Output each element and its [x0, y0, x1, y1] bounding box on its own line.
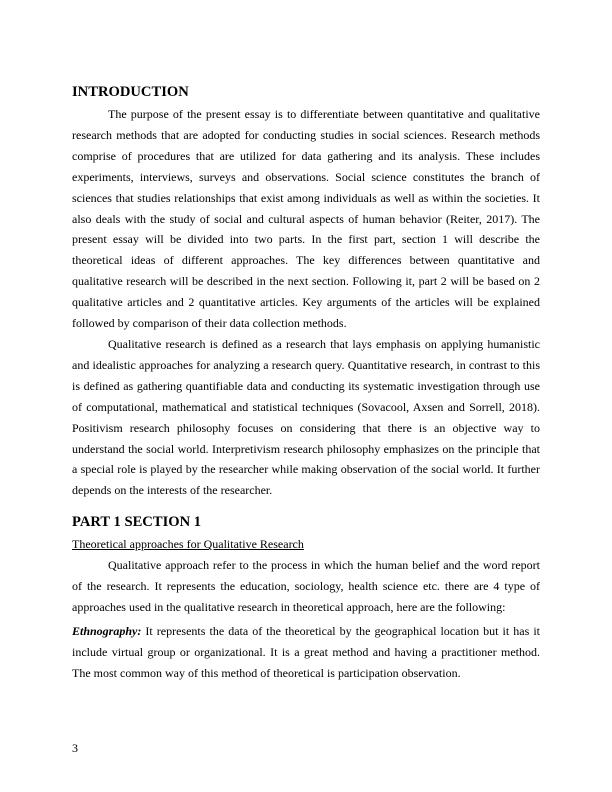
ethnography-text: It represents the data of the theoretical by the geographical location but it has it include virtual group or organizational. It is a great method and having a practitioner method. The most common way of this method of theoretical is participation observation. [72, 623, 540, 680]
page-number: 3 [72, 741, 78, 755]
introduction-paragraph-2: Qualitative research is defined as a research that lays emphasis on applying humanistic and idealistic approaches for analyzing a research query. Quantitative research, in contrast to this is defined as gathering quantifiable data and conducting its systematic investigation through use of computational, mathematical and statistical techniques (Sovacool, Axsen and Sorrell, 2018). Positivism research philosophy focuses on considering that there is an objective way to understand the social world. Interpretivism research philosophy emphasizes on the principle that a special role is played by the researcher while making observation of the social world. It further depends on the interests of the researcher. [72, 336, 540, 498]
part1-section1-heading: PART 1 SECTION 1 [72, 514, 202, 531]
ethnography-term: Ethnography: [72, 623, 142, 638]
qualitative-approaches-subheading: Theoretical approaches for Qualitative Research [72, 537, 304, 552]
ethnography-paragraph [72, 621, 540, 684]
qualitative-approach-paragraph: Qualitative approach refer to the process in which the human belief and the word report of the research. It represents the education, sociology, health science etc. there are 4 type of approaches used in the qualitative research in theoretical approach, here are the following: [72, 558, 540, 614]
introduction-paragraph-1: The purpose of the present essay is to differentiate between quantitative and qualitative research methods that are adopted for conducting studies in social sciences. Research methods comprise of procedures that are utilized for data gathering and its analysis. These includes experiments, interviews, surveys and observations. Social science constitutes the branch of sciences that studies relationships that exist among individuals as well as within the societies. It also deals with the study of social and cultural aspects of human behavior (Reiter, 2017). The present essay will be divided into two parts. In the first part, section 1 will describe the theoretical ideas of different approaches. The key differences between quantitative and qualitative research will be described in the next section. Following it, part 2 will be based on 2 qualitative articles and 2 quantitative articles. Key arguments of the articles will be explained followed by comparison of their data collection methods. [72, 107, 540, 331]
document-page [72, 83, 540, 684]
introduction-heading: INTRODUCTION [72, 84, 189, 100]
